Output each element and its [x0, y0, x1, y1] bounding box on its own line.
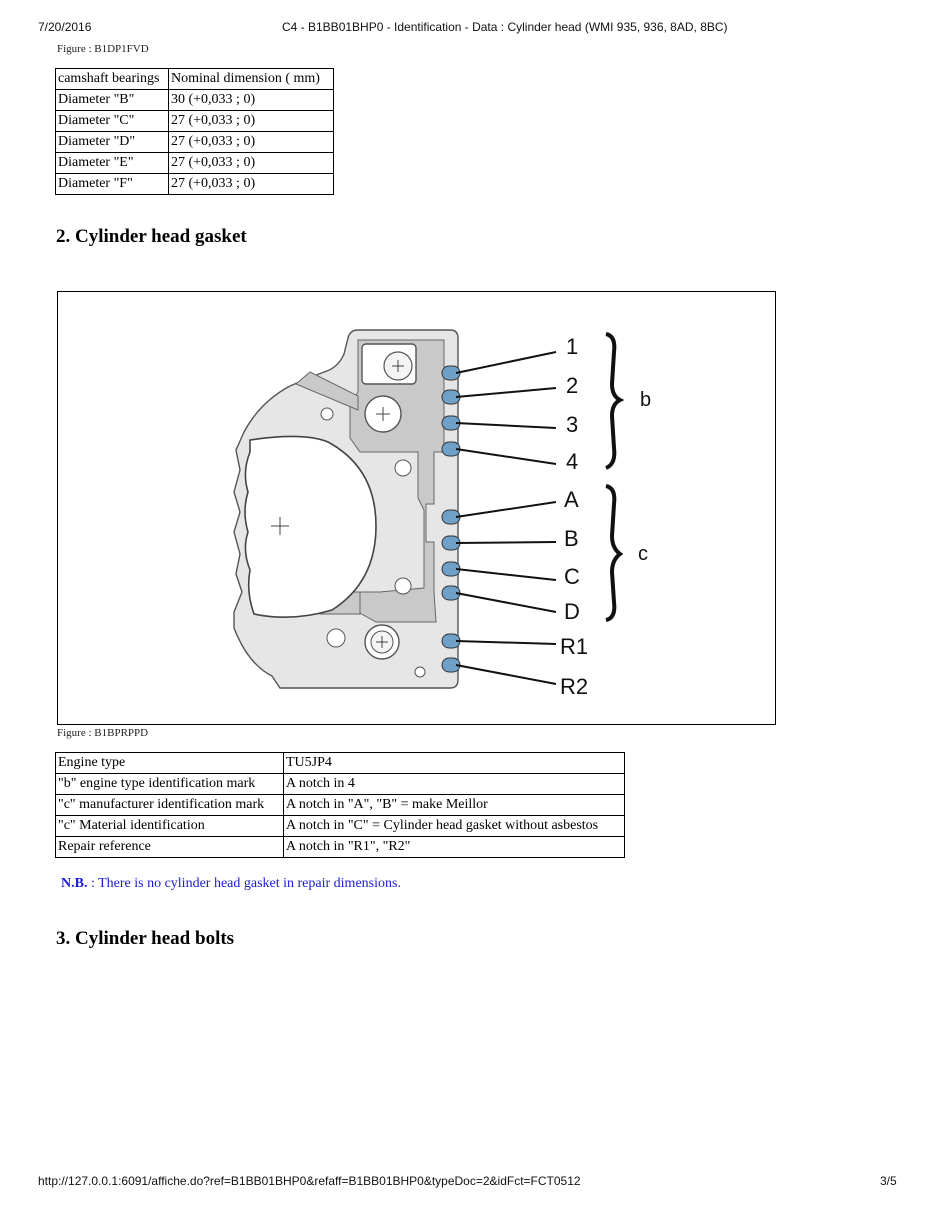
header-date: 7/20/2016	[38, 20, 92, 34]
table-row	[56, 111, 334, 132]
table-row	[56, 90, 334, 111]
notch-label: A	[564, 487, 579, 512]
group-label-b: b	[640, 389, 652, 411]
table-cell: Diameter "D"	[56, 132, 169, 153]
section-heading-bolts: 3. Cylinder head bolts	[56, 928, 235, 949]
table-header-row	[56, 69, 334, 90]
table-cell: Diameter "E"	[56, 153, 169, 174]
small-hole	[327, 629, 345, 647]
table-row	[56, 174, 334, 195]
nb-note	[61, 876, 401, 892]
table-row	[56, 132, 334, 153]
notch-label: R2	[560, 674, 589, 699]
table-cell: A notch in 4	[284, 774, 625, 795]
footer-page-number: 3/5	[880, 1174, 897, 1188]
table-cell: A notch in "A", "B" = make Meillor	[284, 795, 625, 816]
footer-url: http://127.0.0.1:6091/affiche.do?ref=B1BB01BHP0&refaff=B1BB01BHP0&typeDoc=2&idFct=FCT0512	[38, 1174, 581, 1188]
small-hole	[415, 667, 425, 677]
table-cell: 27 (+0,033 ; 0)	[169, 111, 334, 132]
small-hole	[395, 578, 411, 594]
table-cell: A notch in "R1", "R2"	[284, 837, 625, 858]
table-cell: 30 (+0,033 ; 0)	[169, 90, 334, 111]
table-header-cell: camshaft bearings	[56, 69, 169, 90]
notch-label: 3	[566, 412, 579, 437]
section-heading-gasket: 2. Cylinder head gasket	[56, 226, 247, 247]
figure-caption-2: Figure : B1BPRPPD	[57, 727, 149, 739]
table-cell: "c" Material identification	[56, 816, 284, 837]
gasket-id-table	[55, 752, 625, 858]
notch-label: 1	[566, 334, 579, 359]
table-cell: Repair reference	[56, 837, 284, 858]
table-row	[56, 153, 334, 174]
table-row	[56, 753, 625, 774]
table-cell: Diameter "B"	[56, 90, 169, 111]
notch-label: D	[564, 599, 580, 624]
figure-caption-1: Figure : B1DP1FVD	[57, 43, 149, 55]
notch-label: 4	[566, 449, 579, 474]
notch-label: C	[564, 564, 580, 589]
gasket-diagram-svg	[58, 292, 775, 724]
table-cell: Engine type	[56, 753, 284, 774]
table-cell: "b" engine type identification mark	[56, 774, 284, 795]
brace-c	[606, 486, 620, 620]
table-row	[56, 795, 625, 816]
small-hole	[395, 460, 411, 476]
notch-label: B	[564, 526, 579, 551]
group-label-c: c	[638, 543, 648, 565]
camshaft-table	[55, 68, 334, 195]
table-cell: "c" manufacturer identification mark	[56, 795, 284, 816]
table-cell: Diameter "F"	[56, 174, 169, 195]
table-cell: 27 (+0,033 ; 0)	[169, 174, 334, 195]
notch-label: R1	[560, 634, 589, 659]
nb-text: : There is no cylinder head gasket in repair dimensions.	[87, 876, 401, 891]
table-header-cell: Nominal dimension ( mm)	[169, 69, 334, 90]
table-cell: 27 (+0,033 ; 0)	[169, 153, 334, 174]
table-row	[56, 816, 625, 837]
gasket-diagram	[57, 291, 776, 725]
small-hole	[321, 408, 333, 420]
table-cell: Diameter "C"	[56, 111, 169, 132]
notch-label: 2	[566, 373, 579, 398]
brace-b	[606, 334, 620, 468]
table-row	[56, 837, 625, 858]
leader-lines	[456, 352, 556, 684]
table-cell: A notch in "C" = Cylinder head gasket without asbestos	[284, 816, 625, 837]
table-cell: 27 (+0,033 ; 0)	[169, 132, 334, 153]
table-cell: TU5JP4	[284, 753, 625, 774]
nb-label: N.B.	[61, 876, 88, 891]
header-title: C4 - B1BB01BHP0 - Identification - Data : Cylinder head (WMI 935, 936, 8AD, 8BC)	[282, 20, 728, 34]
table-row	[56, 774, 625, 795]
